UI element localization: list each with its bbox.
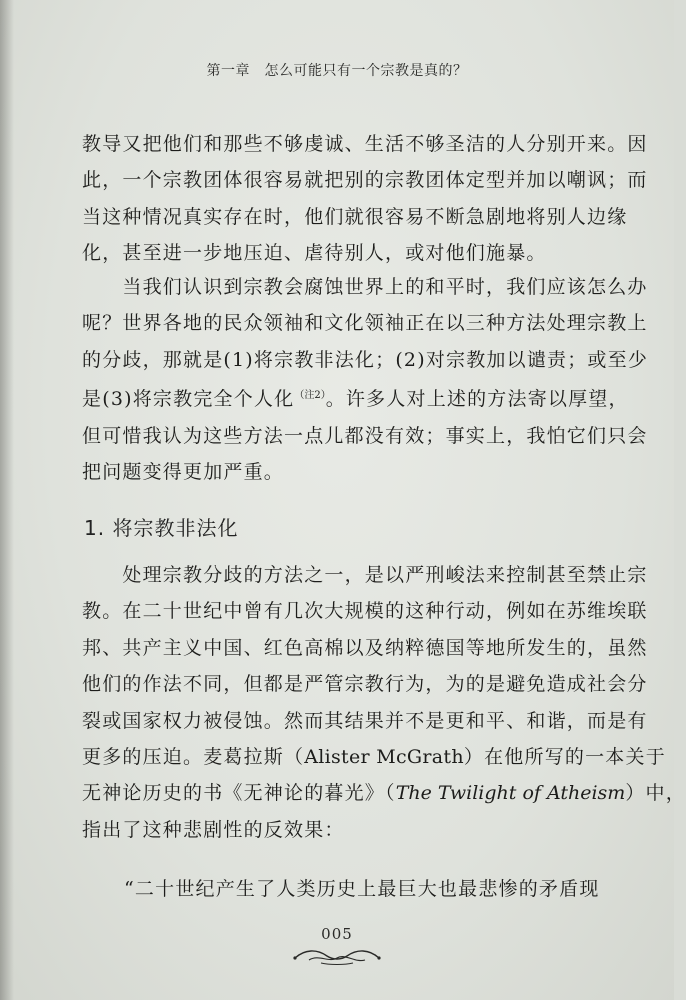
text-line: 把问题变得更加严重。 — [82, 461, 285, 484]
text-line: 指出了这种悲剧性的反效果： — [82, 818, 345, 841]
footnote-marker: （注2） — [294, 390, 326, 402]
page-footer — [0, 925, 674, 967]
running-head: 第一章 怎么可能只有一个宗教是真的？ — [206, 63, 468, 79]
text-line: 教导又把他们和那些不够虔诚、生活不够圣洁的人分别开来。因 — [82, 133, 648, 155]
text-line: 处理宗教分歧的方法之一，是以严刑峻法来控制甚至禁止宗 — [82, 564, 648, 586]
text-line — [82, 739, 666, 775]
text-line — [82, 775, 686, 811]
text-line: 教。在二十世纪中曾有几次大规模的这种行动，例如在苏维埃联 — [82, 600, 648, 623]
text-segment: 更多的压迫。麦葛拉斯（ — [82, 746, 305, 769]
paragraph-1 — [82, 126, 648, 272]
text-line: 化，甚至进一步地压迫、虐待别人，或对他们施暴。 — [82, 242, 547, 265]
text-line: 的分歧，那就是(1)将宗教非法化；(2)对宗教加以谴责；或至少 — [82, 348, 649, 371]
page-number: 005 — [321, 925, 353, 943]
text-line — [82, 378, 629, 417]
flourish-ornament-icon — [291, 945, 383, 967]
text-line: 此，一个宗教团体很容易就把别的宗教团体定型并加以嘲讽；而 — [82, 169, 648, 192]
text-segment: ）在他所写的一本关于 — [463, 746, 666, 769]
text-segment: 是(3)将宗教完全个人化 — [82, 388, 295, 411]
book-title: The Twilight of Atheism — [395, 782, 626, 805]
text-line: 裂或国家权力被侵蚀。然而其结果并不是更和平、和谐，而是有 — [82, 709, 648, 732]
text-segment: 无神论历史的书《无神论的暮光》（ — [82, 782, 396, 805]
text-line: 当我们认识到宗教会腐蚀世界上的和平时，我们应该怎么办 — [82, 276, 648, 298]
quote-line: “二十世纪产生了人类历史上最巨大也最悲惨的矛盾现 — [124, 878, 600, 900]
paragraph-3 — [82, 557, 686, 848]
text-line: 他们的作法不同，但都是严管宗教行为，为的是避免造成社会分 — [82, 673, 648, 696]
text-segment: ）中， — [625, 782, 686, 805]
text-line: 但可惜我认为这些方法一点儿都没有效；事实上，我怕它们只会 — [82, 424, 648, 447]
paragraph-2 — [82, 269, 649, 490]
text-line: 呢？世界各地的民众领袖和文化领袖正在以三种方法处理宗教上 — [82, 312, 648, 335]
text-segment: 。许多人对上述的方法寄以厚望， — [325, 388, 629, 411]
text-line: 当这种情况真实存在时，他们就很容易不断急剧地将别人边缘 — [82, 205, 628, 228]
author-name: Alister McGrath — [304, 746, 464, 769]
text-line: 邦、共产主义中国、红色高棉以及纳粹德国等地所发生的，虽然 — [82, 636, 648, 659]
section-heading: 1. 将宗教非法化 — [84, 516, 239, 540]
